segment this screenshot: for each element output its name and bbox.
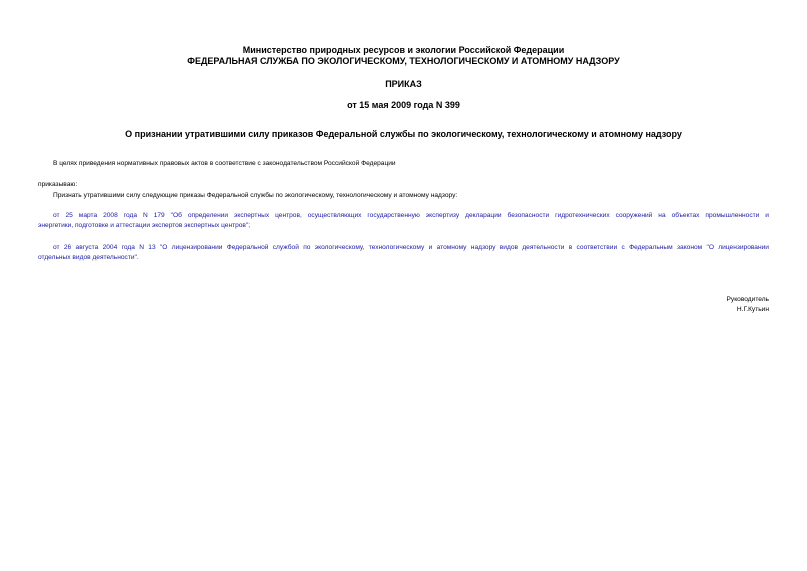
service-name: ФЕДЕРАЛЬНАЯ СЛУЖБА ПО ЭКОЛОГИЧЕСКОМУ, ТЕХНОЛОГИЧЕСКОМУ И АТОМНОМУ НАДЗОРУ bbox=[187, 56, 620, 66]
repealed-order-link-1[interactable]: от 25 марта 2008 года N 179 "Об определении экспертных центров, осуществляющих государственную экспертизу декларации безопасности гидротехнических сооружений на объектах промышленности и bbox=[53, 212, 769, 219]
order-word: приказываю: bbox=[38, 181, 78, 188]
document-title: О признании утратившими силу приказов Федеральной службы по экологическому, технологическому и атомному надзору bbox=[125, 129, 682, 139]
signature-name: Н.Г.Кутьин bbox=[736, 306, 769, 313]
repealed-order-link-2-continued[interactable]: отдельных видов деятельности". bbox=[38, 254, 139, 261]
preamble-text: В целях приведения нормативных правовых актов в соответствие с законодательством Российской Федерации bbox=[53, 160, 396, 167]
document-type: ПРИКАЗ bbox=[385, 79, 422, 89]
recognize-text: Признать утратившими силу следующие приказы Федеральной службы по экологическому, технологическому и атомному надзору: bbox=[53, 192, 458, 199]
document-date: от 15 мая 2009 года N 399 bbox=[347, 100, 460, 110]
signature-position: Руководитель bbox=[726, 296, 769, 303]
ministry-name: Министерство природных ресурсов и экологии Российской Федерации bbox=[242, 45, 565, 55]
repealed-order-link-2[interactable]: от 26 августа 2004 года N 13 "О лицензировании Федеральной службой по экологическому, технологическому и атомному надзору видов деятельности в соответствии с Федеральным законом "О лицензировании bbox=[53, 244, 769, 251]
repealed-order-link-1-continued[interactable]: энергетики, подготовке и аттестации экспертов экспертных центров"; bbox=[38, 222, 251, 229]
